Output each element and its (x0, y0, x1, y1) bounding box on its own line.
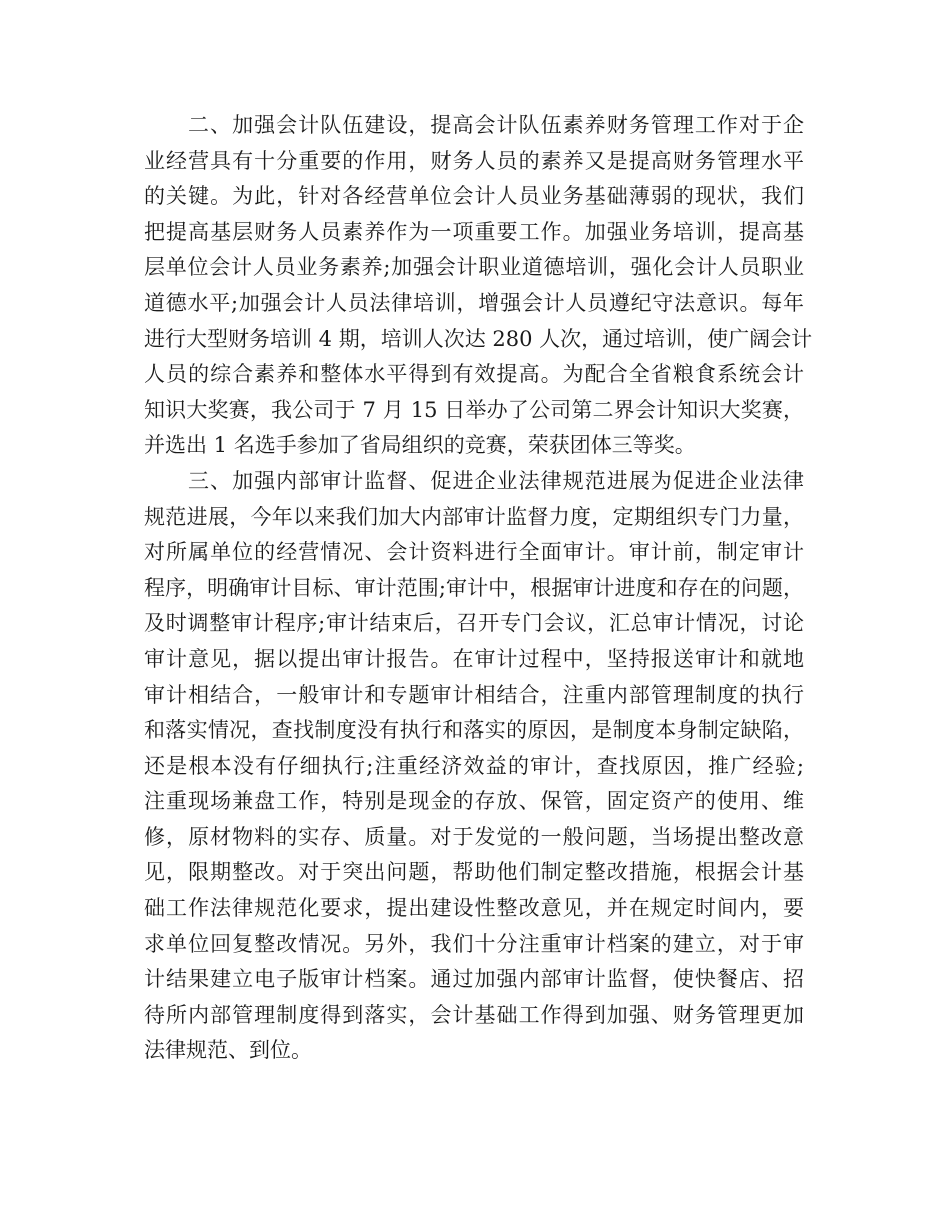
paragraph-line: 法律规范、到位。 (144, 1038, 312, 1063)
paragraph-line: 待所内部管理制度得到落实，会计基础工作得到加强、财务管理更加 (144, 1002, 804, 1027)
paragraph-line: 对所属单位的经营情况、会计资料进行全面审计。审计前，制定审计 (144, 540, 804, 565)
paragraph-line: 注重现场兼盘工作，特别是现金的存放、保管，固定资产的使用、维 (144, 789, 804, 814)
paragraph-line: 层单位会计人员业务素养;加强会计职业道德培训，强化会计人员职业 (144, 255, 804, 280)
paragraph-line: 修，原材物料的实存、质量。对于发觉的一般问题，当场提出整改意 (144, 824, 804, 849)
paragraph-line: 计结果建立电子版审计档案。通过加强内部审计监督，使快餐店、招 (144, 967, 804, 992)
paragraph-line: 人员的综合素养和整体水平得到有效提高。为配合全省粮食系统会计 (144, 362, 804, 387)
paragraph-line: 础工作法律规范化要求，提出建设性整改意见，并在规定时间内，要 (144, 896, 804, 921)
paragraph-line: 规范进展，今年以来我们加大内部审计监督力度，定期组织专门力量， (144, 504, 804, 529)
paragraph-line: 道德水平;加强会计人员法律培训，增强会计人员遵纪守法意识。每年 (144, 290, 804, 315)
paragraph-line: 知识大奖赛，我公司于 7 月 15 日举办了公司第二界会计知识大奖赛， (144, 397, 804, 422)
paragraph-line: 二、加强会计队伍建设，提高会计队伍素养财务管理工作对于企 (188, 113, 804, 137)
paragraph-line: 求单位回复整改情况。另外，我们十分注重审计档案的建立，对于审 (144, 931, 804, 956)
paragraph-line: 的关键。为此，针对各经营单位会计人员业务基础薄弱的现状，我们 (144, 184, 804, 209)
paragraph-line: 进行大型财务培训 4 期，培训人次达 280 人次，通过培训，使广阔会计 (144, 326, 813, 351)
paragraph-line: 还是根本没有仔细执行;注重经济效益的审计，查找原因，推广经验; (144, 753, 804, 778)
paragraph-line: 审计意见，据以提出审计报告。在审计过程中，坚持报送审计和就地 (144, 646, 804, 671)
paragraph-line: 和落实情况，查找制度没有执行和落实的原因，是制度本身制定缺陷， (144, 718, 804, 743)
paragraph-line: 见，限期整改。对于突出问题，帮助他们制定整改措施，根据会计基 (144, 860, 804, 885)
paragraph-line: 业经营具有十分重要的作用，财务人员的素养又是提高财务管理水平 (144, 148, 804, 173)
paragraph-line: 及时调整审计程序;审计结束后，召开专门会议，汇总审计情况，讨论 (144, 611, 804, 636)
paragraph-line: 把提高基层财务人员素养作为一项重要工作。加强业务培训，提高基 (144, 219, 804, 244)
paragraph-line: 三、加强内部审计监督、促进企业法律规范进展为促进企业法律 (188, 468, 804, 493)
document-body (144, 108, 813, 1069)
paragraph-line: 审计相结合，一般审计和专题审计相结合，注重内部管理制度的执行 (144, 682, 804, 707)
paragraph-line: 程序，明确审计目标、审计范围;审计中，根据审计进度和存在的问题， (144, 575, 804, 600)
paragraph-line: 并选出 1 名选手参加了省局组织的竞赛，荣获团体三等奖。 (144, 433, 696, 458)
